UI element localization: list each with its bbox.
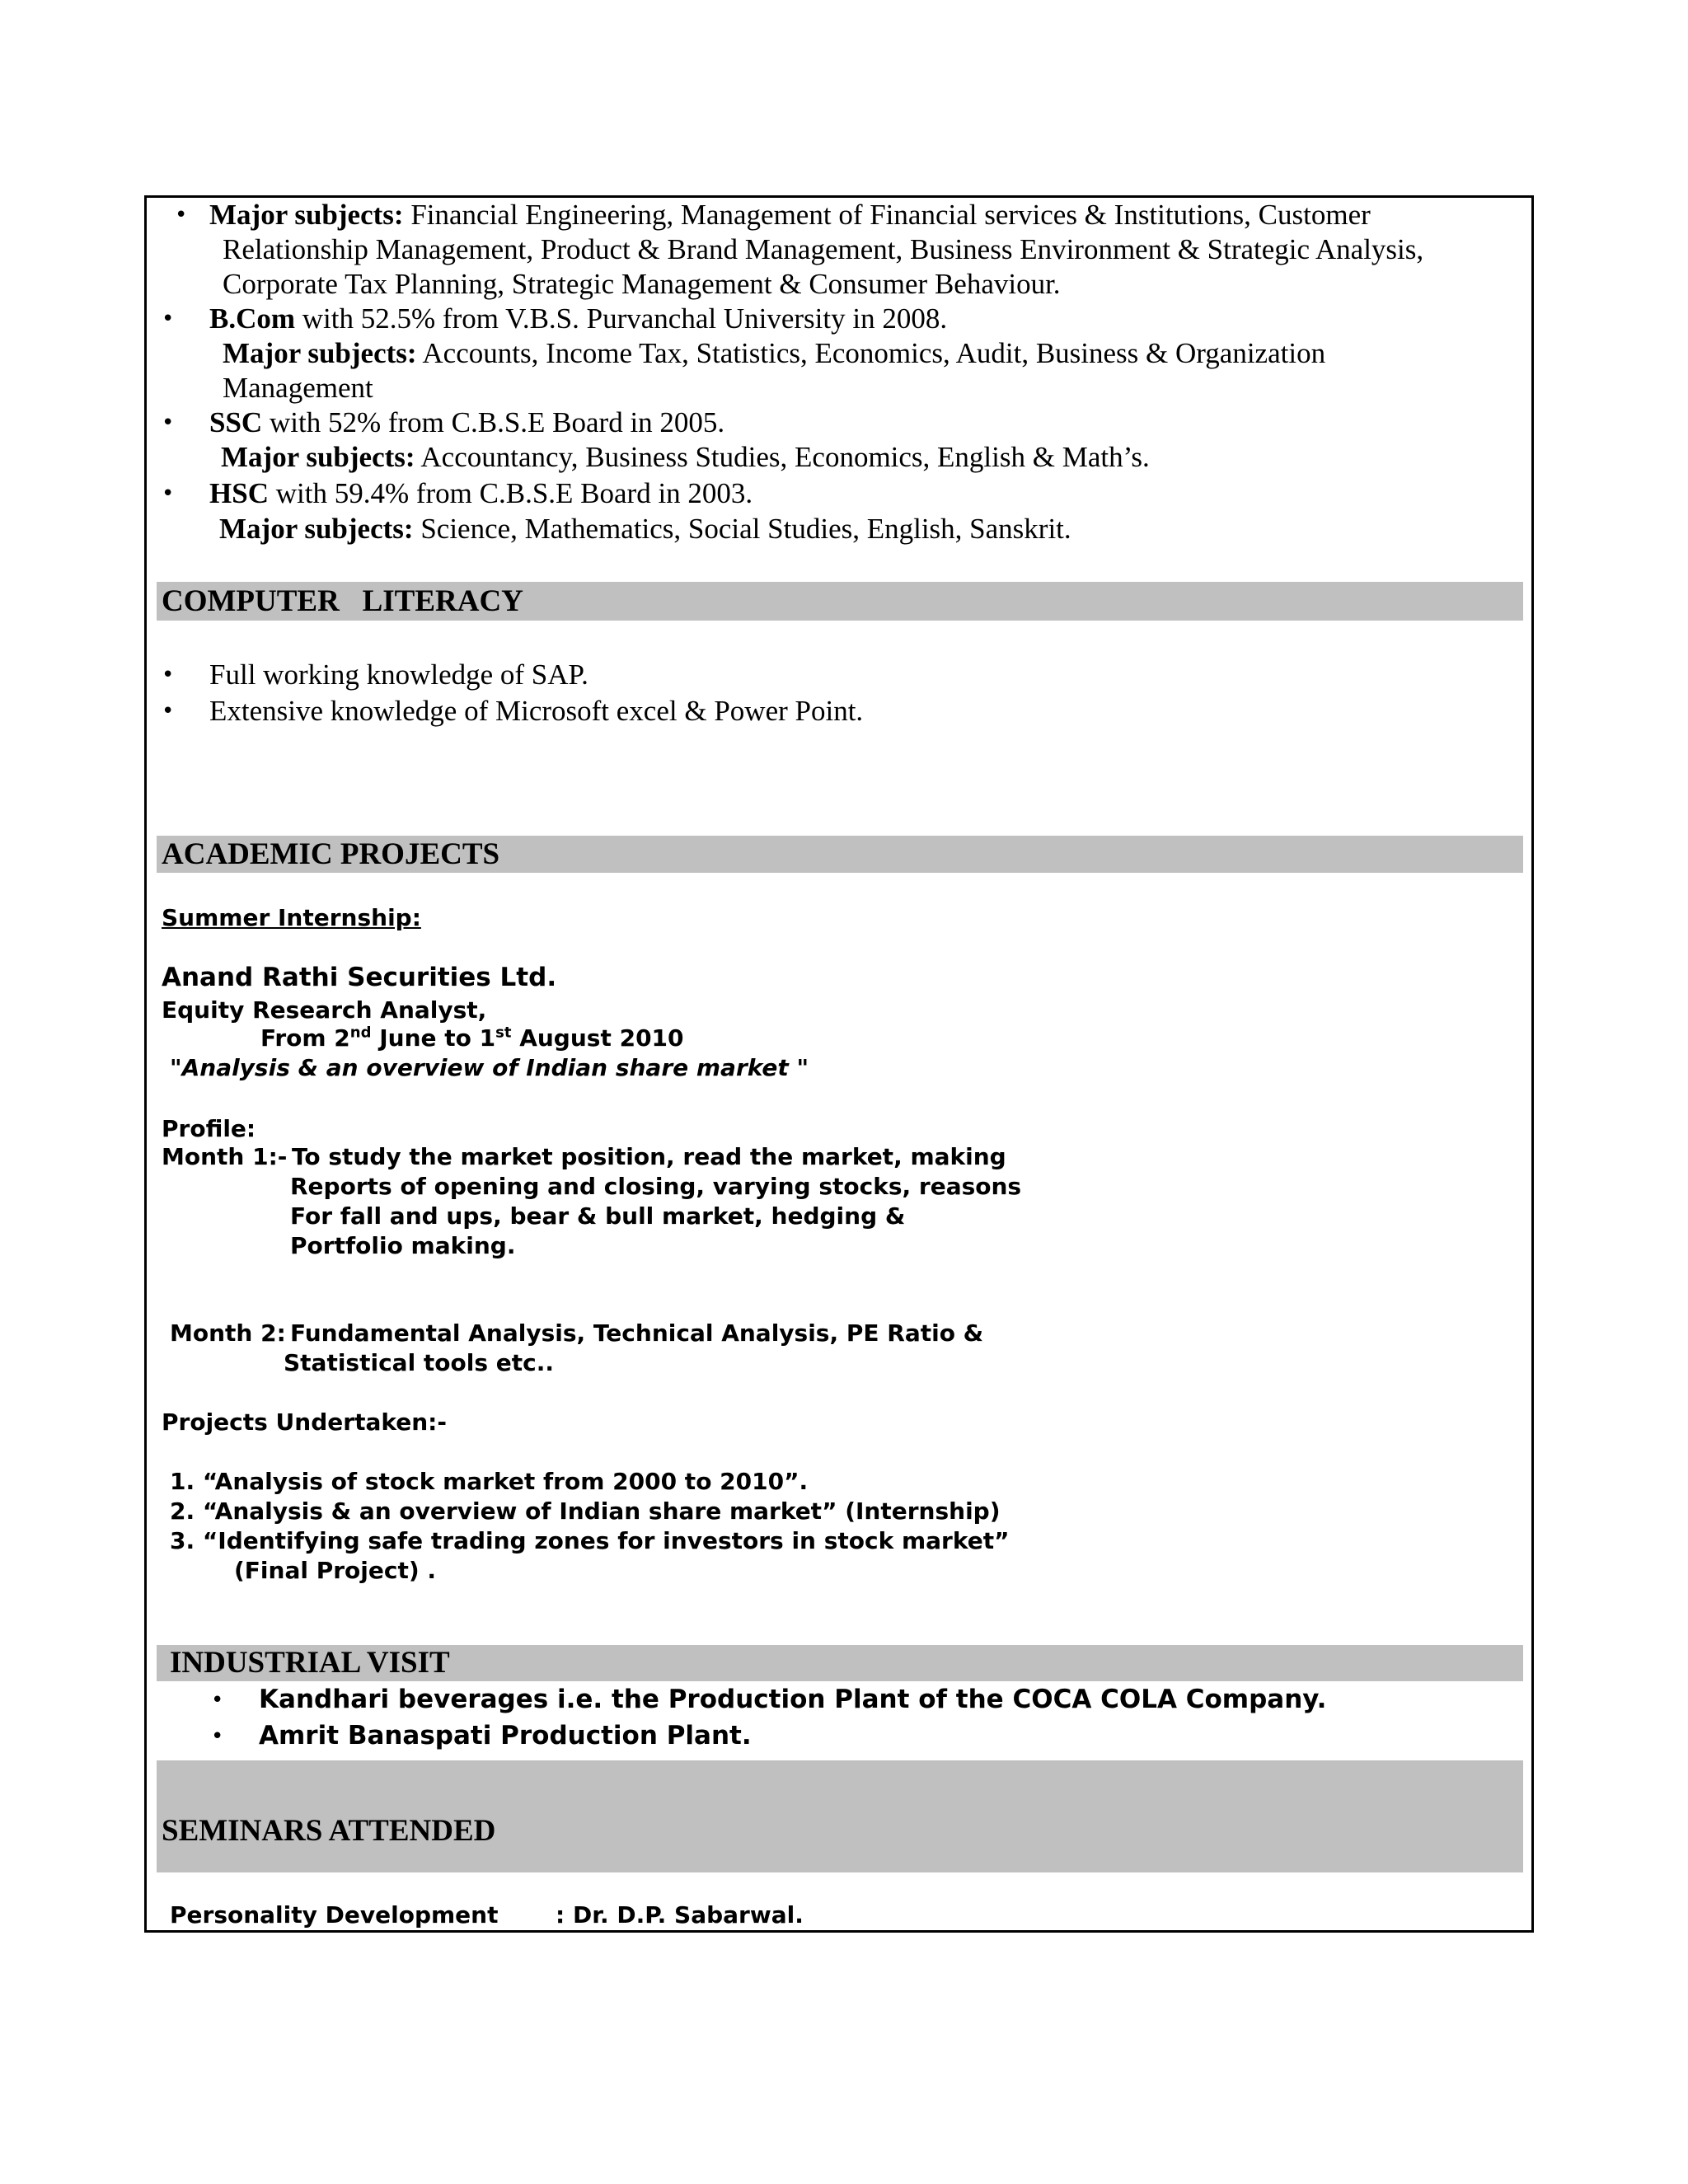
projects-undertaken-label: Projects Undertaken:- <box>162 1408 447 1436</box>
bullet: • <box>162 663 175 687</box>
mba-subjects-line3: Corporate Tax Planning, Strategic Management & Consumer Behaviour. <box>223 268 1061 300</box>
project-item-continuation: (Final Project) . <box>234 1557 437 1584</box>
month2-line: Statistical tools etc.. <box>284 1349 555 1376</box>
bullet: • <box>211 1724 224 1749</box>
computer-literacy-heading: COMPUTER LITERACY <box>162 584 523 618</box>
summer-internship-subheading: Summer Internship: <box>162 904 421 931</box>
month2-line: Fundamental Analysis, Technical Analysis, PE Ratio & <box>290 1319 984 1347</box>
seminar-speaker: : Dr. D.P. Sabarwal. <box>556 1901 804 1929</box>
bcom-line: B.Com with 52.5% from V.B.S. Purvanchal University in 2008. <box>209 302 948 335</box>
seminar-topic: Personality Development <box>170 1901 499 1929</box>
project-item: 3. “Identifying safe trading zones for investors in stock market” <box>170 1527 1010 1554</box>
seminars-header-bar <box>157 1760 1523 1872</box>
bullet: • <box>162 307 175 331</box>
industrial-visit-item: Kandhari beverages i.e. the Production Plant of the COCA COLA Company. <box>259 1685 1327 1714</box>
industrial-visit-item: Amrit Banaspati Production Plant. <box>259 1721 752 1750</box>
industrial-visit-heading: INDUSTRIAL VISIT <box>170 1646 450 1680</box>
bullet: • <box>162 699 175 724</box>
bullet: • <box>162 481 175 506</box>
hsc-subjects: Major subjects: Science, Mathematics, Social Studies, English, Sanskrit. <box>219 513 1071 545</box>
project-item: 2. “Analysis & an overview of Indian share market” (Internship) <box>170 1497 1001 1525</box>
internship-project-title: "Analysis & an overview of Indian share market " <box>170 1054 809 1081</box>
academic-projects-header-bar <box>157 836 1523 873</box>
hsc-line: HSC with 59.4% from C.B.S.E Board in 2003. <box>209 477 753 509</box>
project-item: 1. “Analysis of stock market from 2000 to 2010”. <box>170 1468 809 1495</box>
internship-role: Equity Research Analyst, <box>162 996 487 1024</box>
seminars-heading: SEMINARS ATTENDED <box>162 1814 496 1848</box>
computer-literacy-header-bar <box>157 582 1523 621</box>
company-name: Anand Rathi Securities Ltd. <box>162 963 557 992</box>
ssc-line: SSC with 52% from C.B.S.E Board in 2005. <box>209 406 725 438</box>
month2-label: Month 2: <box>170 1319 286 1347</box>
bcom-subjects-line1: Major subjects: Accounts, Income Tax, Statistics, Economics, Audit, Business & Organization <box>223 337 1326 369</box>
computer-literacy-item: Full working knowledge of SAP. <box>209 658 588 691</box>
academic-projects-heading: ACADEMIC PROJECTS <box>162 837 500 871</box>
bcom-subjects-line2: Management <box>223 372 373 404</box>
internship-period: From 2nd June to 1st August 2010 <box>260 1024 684 1052</box>
month1-line: Portfolio making. <box>290 1232 516 1259</box>
profile-label: Profile: <box>162 1115 256 1142</box>
mba-subjects-line1: Major subjects: Financial Engineering, Management of Financial services & Institutions, Customer <box>209 199 1371 231</box>
bullet: • <box>162 410 175 435</box>
month1-label: Month 1:- <box>162 1143 288 1170</box>
bullet: • <box>211 1688 224 1713</box>
mba-subjects-line2: Relationship Management, Product & Brand Management, Business Environment & Strategic Analysis, <box>223 233 1424 265</box>
month1-line: For fall and ups, bear & bull market, hedging & <box>290 1202 906 1230</box>
ssc-subjects: Major subjects: Accountancy, Business Studies, Economics, English & Math’s. <box>221 441 1150 473</box>
month1-line: Reports of opening and closing, varying stocks, reasons <box>290 1173 1022 1200</box>
month1-line: To study the market position, read the market, making <box>292 1143 1006 1170</box>
computer-literacy-item: Extensive knowledge of Microsoft excel & Power Point. <box>209 695 864 727</box>
industrial-visit-header-bar <box>157 1645 1523 1681</box>
bullet: • <box>175 203 188 227</box>
